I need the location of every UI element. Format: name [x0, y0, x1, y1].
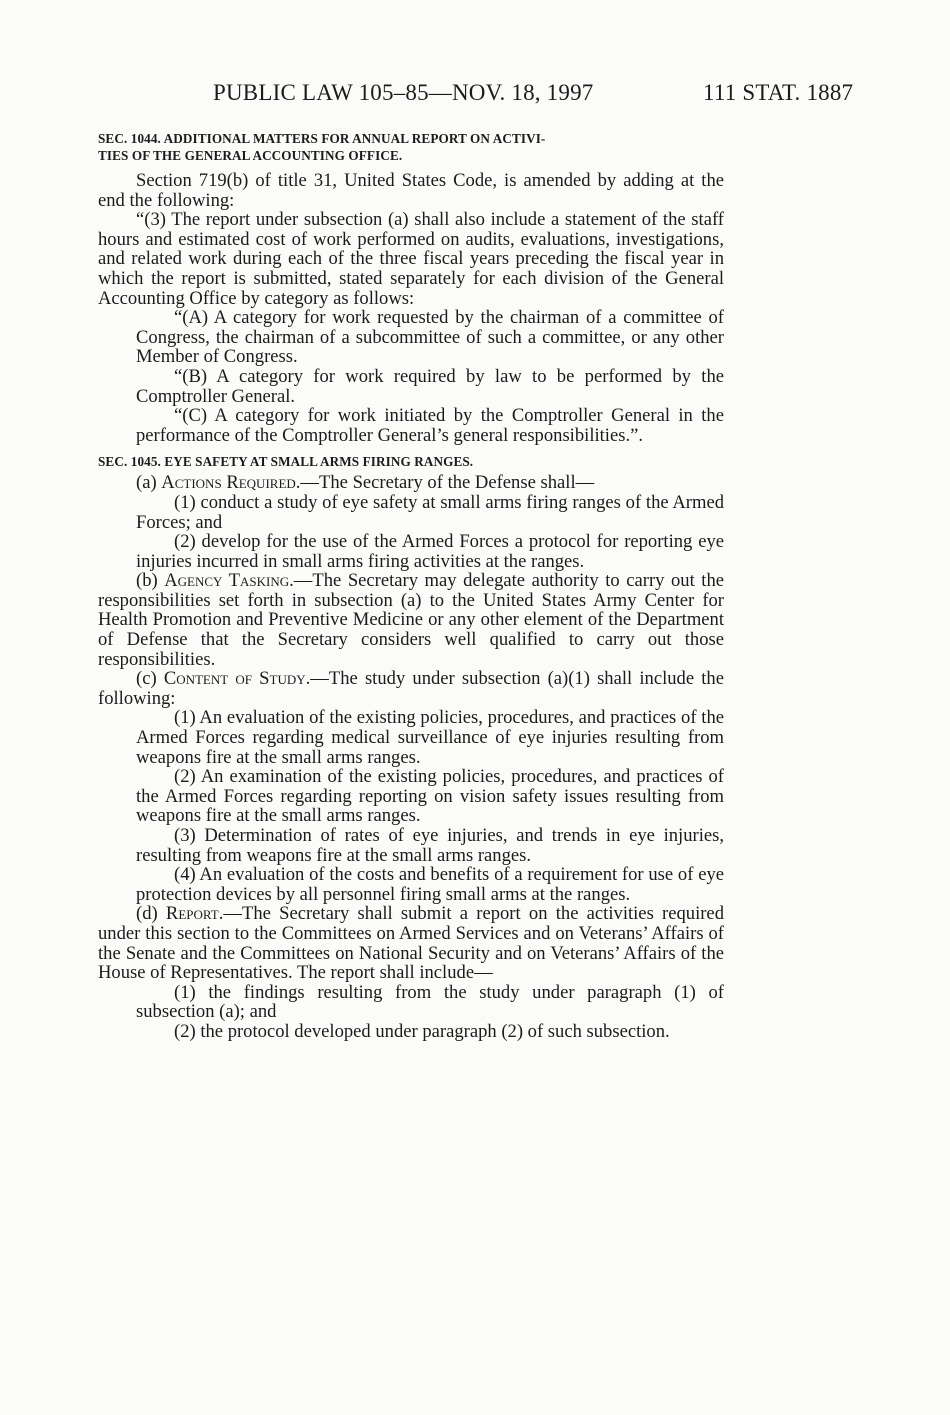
subsection-c-2: (2) An examination of the existing policies, procedures, and practices of the Armed Forces regarding reporting on vision safety issues resulting from weapons fire at the small arms ranges. — [136, 766, 724, 827]
document-body — [98, 130, 724, 1042]
subsection-a — [98, 473, 724, 493]
subsection-a-label: (a) — [136, 472, 162, 494]
subparagraph-a: “(A) A category for work requested by the chairman of a committee of Congress, the chairman of a subcommittee of such a committee, or any other Member of Congress. — [136, 307, 724, 368]
subsection-b-text: .—The Secretary may delegate authority to carry out the responsibilities set forth in subsection (a) to the United States Army Center for Health Promotion and Preventive Medicine or any other element of the Department of Defense that the Secretary considers well qualified to carry out those responsibilities. — [98, 570, 724, 670]
subsection-d-1: (1) the findings resulting from the study under paragraph (1) of subsection (a); and — [136, 981, 724, 1023]
heading-line-1: SEC. 1044. ADDITIONAL MATTERS FOR ANNUAL REPORT ON ACTIVI- — [98, 131, 546, 146]
subsection-a-heading: Actions Required — [161, 472, 296, 494]
subsection-c-heading: Content of Study — [163, 668, 306, 690]
subsection-b-heading: Agency Tasking — [164, 570, 290, 592]
running-header-title: PUBLIC LAW 105–85—NOV. 18, 1997 — [213, 80, 594, 105]
subsection-a-1: (1) conduct a study of eye safety at small arms firing ranges of the Armed Forces; and — [136, 491, 724, 533]
subsection-d-label: (d) — [136, 903, 166, 925]
subsection-d-text: .—The Secretary shall submit a report on the activities required under this section to the Committees on Armed Services and on Veterans’ Affairs of the Senate and the Committees on National Security and on Veterans’ Affairs of the House of Representatives. The report shall include— — [98, 903, 724, 984]
paragraph-3: “(3) The report under subsection (a) shall also include a statement of the staff hours and estimated cost of work performed on audits, evaluations, investigations, and related work during each of the three fiscal years preceding the fiscal year in which the report is submitted, stated separately for each division of the General Accounting Office by category as follows: — [98, 209, 724, 309]
subsection-a-2: (2) develop for the use of the Armed Forces a protocol for reporting eye injuries incurred in small arms firing activities at the ranges. — [136, 531, 724, 572]
subsection-b — [98, 571, 724, 669]
subsection-c-text: .—The study under subsection (a)(1) shall include the following: — [98, 668, 724, 709]
subsection-c — [98, 669, 724, 708]
subsection-d-heading: Report — [165, 903, 219, 925]
subsection-c-label: (c) — [136, 668, 164, 690]
subsection-c-1: (1) An evaluation of the existing policies, procedures, and practices of the Armed Forces regarding medical surveillance of eye injuries resulting from weapons fire at the small arms ranges. — [136, 707, 724, 768]
heading-line-2: TIES OF THE GENERAL ACCOUNTING OFFICE. — [98, 148, 403, 163]
section-1044-heading — [98, 130, 724, 164]
subparagraph-b: “(B) A category for work required by law to be performed by the Comptroller General. — [136, 365, 724, 407]
section-1044-intro: Section 719(b) of title 31, United States Code, is amended by adding at the end the following: — [98, 170, 724, 211]
subsection-b-label: (b) — [136, 570, 165, 592]
subsection-a-text: .—The Secretary of the Defense shall— — [295, 472, 595, 494]
subparagraph-c: “(C) A category for work initiated by the Comptroller General in the performance of the Comptroller General’s general responsibilities.”. — [136, 405, 724, 446]
section-1045-heading: SEC. 1045. EYE SAFETY AT SMALL ARMS FIRING RANGES. — [98, 454, 474, 470]
page-citation: 111 STAT. 1887 — [703, 80, 854, 105]
subsection-d — [98, 904, 724, 982]
subsection-c-3: (3) Determination of rates of eye injuries, and trends in eye injuries, resulting from weapons fire at the small arms ranges. — [136, 825, 724, 866]
subsection-c-4: (4) An evaluation of the costs and benefits of a requirement for use of eye protection devices by all personnel firing small arms at the ranges. — [136, 864, 724, 905]
subsection-d-2: (2) the protocol developed under paragraph (2) of such subsection. — [174, 1020, 670, 1042]
